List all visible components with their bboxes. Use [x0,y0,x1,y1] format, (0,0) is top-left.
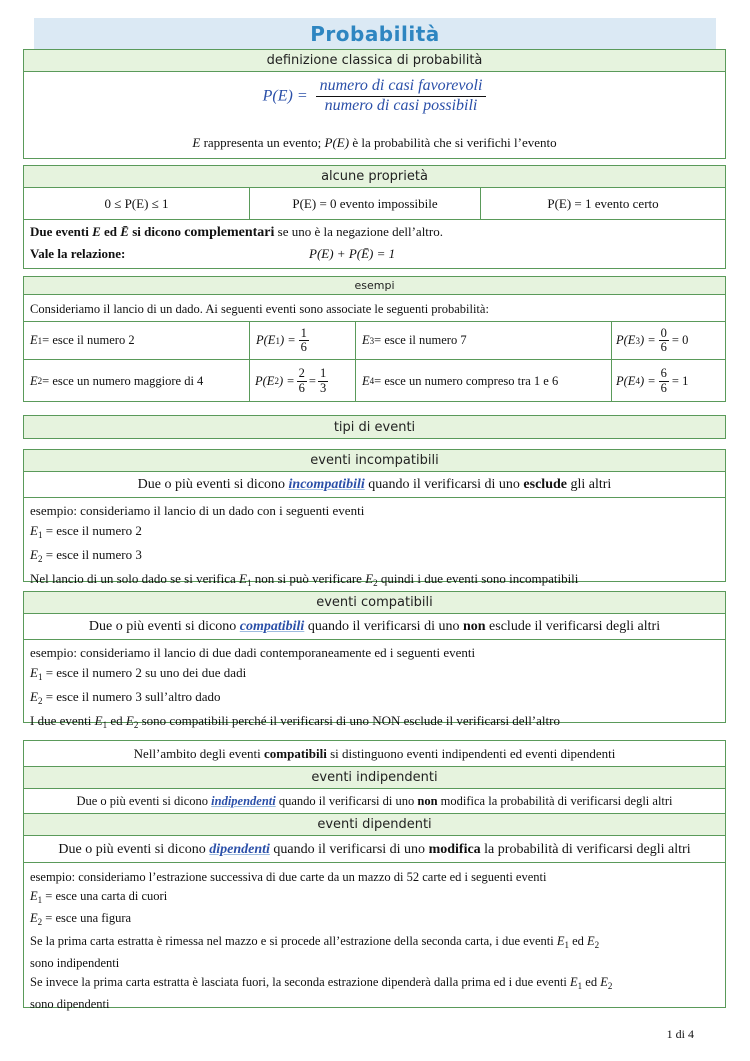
ind-def-word: indipendenti [211,794,276,808]
ind-def-a: Due o più eventi si dicono [76,794,212,808]
com-l4-b: ed [107,713,126,728]
p4-rhs: ) = [639,373,656,388]
formula-numerator: numero di casi favorevoli [316,78,487,97]
inc-line-3 [30,545,719,569]
inc-def-a: Due o più eventi si dicono [137,477,289,492]
p1-num: 1 [300,325,307,340]
com-l2-text: = esce il numero 2 su uno dei due dadi [42,665,247,680]
inc-l2-sub: 1 [37,530,43,540]
compatible-example [24,640,725,738]
dip-line-2 [30,887,719,910]
e4-label: E [362,373,370,388]
amb-intro-a: Nell’ambito degli eventi [133,746,264,761]
e1-label: E [30,333,38,347]
com-l2-sub: 1 [37,672,43,682]
p3-den: 6 [660,340,667,354]
dip-l4-e1s: 1 [564,939,569,950]
p2-rhs: ) = [278,373,295,388]
independent-header: eventi indipendenti [24,767,725,789]
com-line-2 [30,663,719,687]
formula-lhs: P(E) = [262,87,308,105]
inc-l4-e1: E [239,571,247,586]
p4-num: 6 [660,366,667,381]
ind-def-c: modifica la probabilità di verificarsi degli altri [437,794,673,808]
com-line-3 [30,687,719,711]
definition-note [24,135,725,151]
complementary-text [30,224,443,241]
e1-sub: 1 [37,335,43,346]
e3-label: E [362,333,370,347]
p2-equals: = [308,373,316,388]
event-e2-cell [30,360,250,402]
page-number: 1 di 4 [666,1027,694,1041]
e3-text: = esce il numero 7 [374,333,467,347]
dip-line-1: esempio: consideriamo l’estrazione successiva di due carte da un mazzo di 52 carte ed i seguenti eventi [30,870,547,884]
dip-l2-sub: 1 [37,894,43,905]
p2-num2: 1 [319,366,327,381]
com-line-1: esempio: consideriamo il lancio di due dadi contemporaneamente ed i seguenti eventi [30,645,476,660]
p1-fraction [299,327,309,354]
property-impossible [250,188,480,219]
dip-l3-sub: 2 [37,917,43,927]
formula-denominator: numero di casi possibili [324,96,478,114]
probability-formula [24,78,725,115]
dip-l2-text: = esce una carta di cuori [42,888,168,903]
compatible-definition [24,614,725,640]
dip-def-c: la probabilità di verificarsi degli altri [480,842,691,857]
dip-l4-e2s: 2 [594,939,600,950]
incompatible-box [23,449,726,588]
com-def-a: Due o più eventi si dicono [88,619,240,634]
event-types-header: tipi di eventi [23,415,726,439]
p1-rhs: ) = [279,333,296,347]
inc-line-1: esempio: consideriamo il lancio di un dado con i seguenti eventi [30,503,365,518]
inc-def-c: gli altri [566,477,612,492]
dip-line-5: sono indipendenti [30,956,120,970]
e2-sub: 2 [37,376,43,386]
inc-l4-c: quindi i due eventi sono incompatibili [377,571,579,586]
compatible-header: eventi compatibili [24,592,725,614]
p4-fraction [659,367,669,394]
p3-lhs: P(E [616,333,636,347]
amb-intro-bold: compatibili [264,746,327,761]
p2-fraction-2 [318,367,328,394]
examples-header: esempi [24,277,725,295]
e3-sub: 3 [369,335,375,346]
e4-text: = esce un numero compreso tra 1 e 6 [374,373,559,388]
prob-e2-cell [255,360,355,402]
property-range [24,188,249,219]
event-e4-cell [362,360,612,402]
divider [611,322,612,359]
inc-l4-a: Nel lancio di un solo dado se si verifica [30,571,240,586]
amb-intro-b: si distinguono eventi indipendenti ed eventi dipendenti [326,746,616,761]
event-symbol: E [192,135,201,150]
p3-fraction [659,327,669,354]
p2-lhs: P(E [255,373,275,388]
e1-text: = esce il numero 2 [42,333,135,347]
relation-label: Vale la relazione: [30,246,126,261]
p2-den2: 3 [319,380,327,395]
com-def-word: compatibili [239,619,305,634]
inc-l4-e1s: 1 [246,578,252,588]
dip-line-4 [30,932,719,955]
properties-box [23,165,726,269]
dependent-header: eventi dipendenti [24,814,725,836]
inc-line-4 [30,569,719,593]
property-certain-text: P(E) = 1 evento certo [547,195,659,211]
dependent-example [24,863,725,1019]
dip-line-3 [30,909,719,932]
dip-l6-e1s: 1 [577,980,583,991]
dip-l4-e2: E [587,933,595,948]
incompatible-definition [24,472,725,498]
com-l4-a: I due eventi [30,713,95,728]
com-l4-e1: E [94,713,103,728]
incompatible-example [24,498,725,596]
dip-l2-e: E [30,888,38,903]
divider [249,360,250,402]
property-impossible-text: P(E) = 0 evento impossibile [292,195,438,211]
compl-word: complementari [184,225,275,240]
event-e1-cell [30,322,250,359]
e2-label: E [30,373,38,388]
compl-e: E [92,224,101,239]
properties-header: alcune proprietà [24,166,725,188]
com-def-bold: non [462,619,486,634]
com-l3-text: = esce il numero 3 sull’altro dado [42,689,221,704]
page-title: Probabilità [34,18,716,50]
com-def-b: quando il verificarsi di uno [304,619,463,634]
com-l3-e: E [30,689,38,704]
prob-e4-cell [616,360,725,402]
property-range-text: 0 ≤ P(E) ≤ 1 [104,195,169,211]
dip-def-bold: modifica [428,842,481,857]
properties-row [24,188,725,220]
p1-den: 6 [300,340,307,354]
dip-l4-e1: E [556,933,565,948]
inc-def-b: quando il verificarsi di uno [364,477,524,492]
dependent-definition [24,836,725,863]
note-text-1: rappresenta un evento; [200,135,325,150]
p4-result: = 1 [671,373,689,388]
p3-num: 0 [660,325,667,340]
p4-den: 6 [660,380,667,395]
definition-header: definizione classica di probabilità [24,50,725,72]
dependence-box [23,740,726,1011]
note-text-2: è la probabilità che si verifichi l’evento [349,135,557,150]
dependence-intro [24,741,725,767]
inc-l4-e2s: 2 [373,578,378,588]
examples-box [23,276,726,402]
com-l4-e1s: 1 [102,720,108,730]
divider [355,360,356,402]
formula-fraction [316,78,487,115]
com-def-c: esclude il verificarsi degli altri [485,619,661,634]
com-l4-c: sono compatibili perché il verificarsi di uno NON esclude il verificarsi dell’altro [138,713,560,728]
dip-l3-e: E [30,911,38,925]
ind-def-bold: non [417,794,438,808]
dip-l6-b: ed [582,974,601,989]
compl-text-a: Due eventi [30,224,93,239]
dip-def-b: quando il verificarsi di uno [269,842,429,857]
definition-box [23,49,726,159]
dip-line-7: sono dipendenti [30,997,110,1011]
compl-text-c: si dicono [128,224,185,239]
com-l4-e2: E [125,713,134,728]
inc-def-word: incompatibili [288,477,365,492]
p2-fraction [297,367,307,394]
p3-rhs: ) = [639,333,656,347]
p2-sub: 2 [274,376,279,386]
event-e3-cell [362,322,612,359]
inc-l4-e2: E [365,571,374,586]
com-l3-sub: 2 [37,696,43,706]
prob-e3-cell [616,322,725,359]
dip-l6-e2: E [600,974,608,989]
dip-def-a: Due o più eventi si dicono [58,842,210,857]
dip-l6-e2s: 2 [607,980,613,991]
com-l2-e: E [30,665,38,680]
inc-l2-e: E [30,523,38,538]
e4-sub: 4 [369,376,375,386]
dip-line-6 [30,973,719,996]
dip-l6-e1: E [570,974,578,989]
p2-den: 6 [298,380,305,395]
p1-lhs: P(E [256,333,276,347]
divider [249,322,250,359]
p3-sub: 3 [635,335,640,346]
inc-line-2 [30,521,719,545]
ind-def-b: quando il verificarsi di uno [275,794,418,808]
incompatible-header: eventi incompatibili [24,450,725,472]
dip-l4-b: ed [568,933,588,948]
inc-def-bold: esclude [523,477,567,492]
pe-symbol: P(E) [324,135,350,150]
examples-intro: Consideriamo il lancio di un dado. Ai seguenti eventi sono associate le seguenti probabilità: [30,302,489,316]
inc-l3-sub: 2 [37,554,43,564]
inc-l3-e: E [30,547,38,562]
inc-l3-text: = esce il numero 3 [42,547,142,562]
independent-definition [24,789,725,814]
relation-formula: P(E) + P(Ē) = 1 [309,246,396,261]
divider [611,360,612,402]
inc-l4-b: non si può verificare [251,571,366,586]
p4-lhs: P(E [616,373,636,388]
p4-sub: 4 [635,376,640,386]
dip-def-word: dipendenti [209,842,270,857]
property-certain [481,188,725,219]
compatible-box [23,591,726,730]
relation-row [30,246,125,262]
compl-text-d: se uno è la negazione dell’altro. [274,224,443,239]
compl-ebar: Ē [120,224,129,239]
dip-l6-a: Se invece la prima carta estratta è lasciata fuori, la seconda estrazione dipenderà dalla prima ed i due eventi [30,974,571,989]
inc-l2-text: = esce il numero 2 [42,523,142,538]
com-l4-e2s: 2 [133,720,139,730]
divider [355,322,356,359]
dip-l3-text: = esce una figura [42,911,132,925]
p1-sub: 1 [275,335,280,346]
examples-row-2 [24,360,725,402]
com-line-4 [30,711,719,735]
examples-row-1 [24,321,725,360]
dip-l4-a: Se la prima carta estratta è rimessa nel mazzo e si procede all’estrazione della seconda carta, i due eventi [30,933,557,948]
p2-num: 2 [298,366,305,381]
prob-e1-cell [256,322,356,359]
compl-text-b: ed [100,224,121,239]
p3-result: = 0 [671,333,689,347]
e2-text: = esce un numero maggiore di 4 [42,373,204,388]
